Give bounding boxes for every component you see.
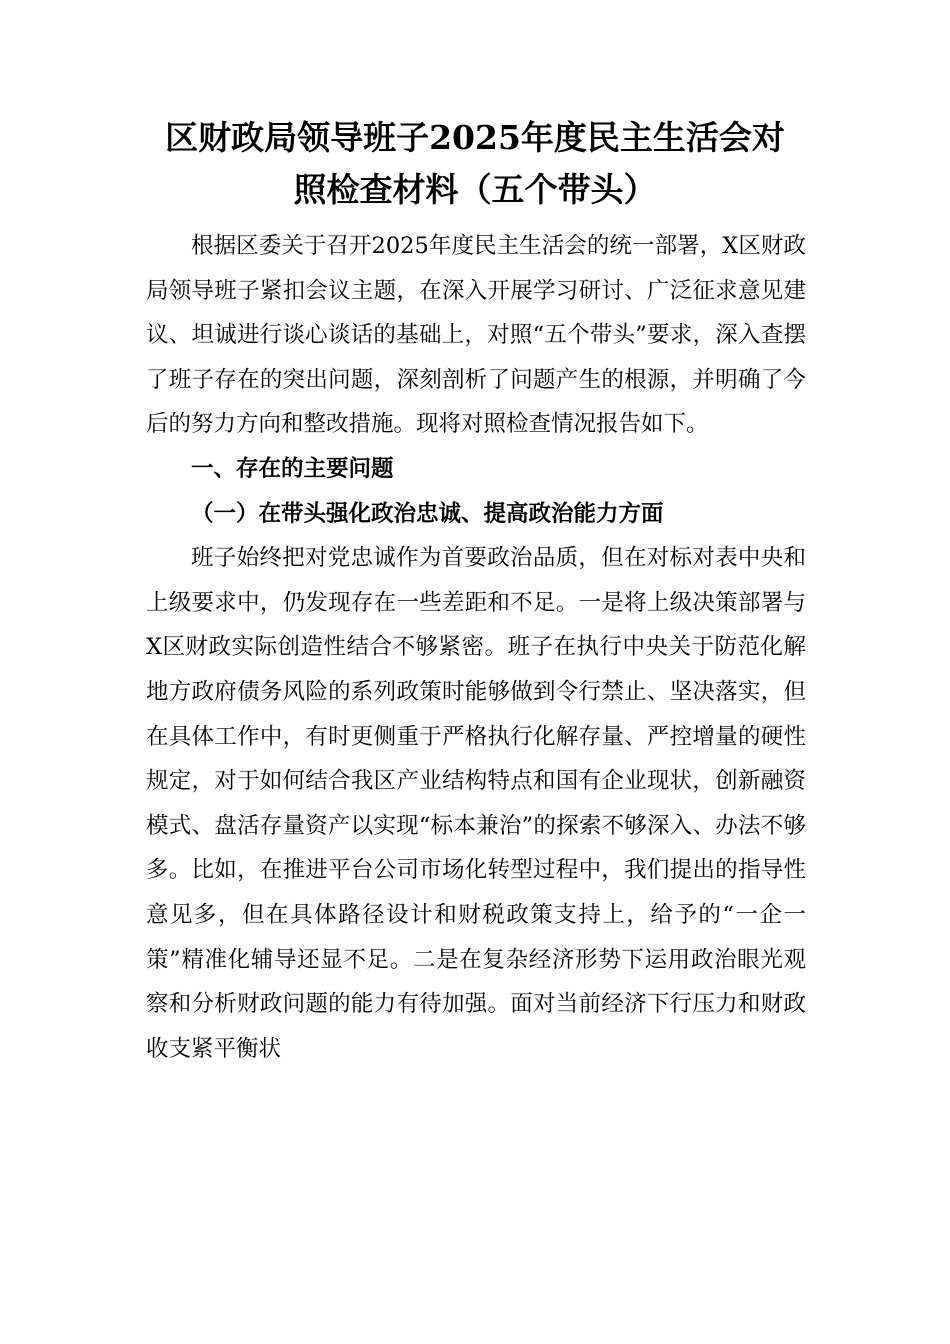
title-line-1: 区财政局领导班子2025年度民主生活会对 [165,118,785,157]
subsection-heading-political-loyalty: （一）在带头强化政治忠诚、提高政治能力方面 [191,500,664,527]
document-title [120,112,830,216]
subsection-paragraph: 班子始终把对党忠诚作为首要政治品质，但在对标对表中央和上级要求中，仍发现存在一些差距和不足。一是将上级决策部署与X区财政实际创造性结合不够紧密。班子在执行中央关于防范化解地方政府债务风险的系列政策时能够做到令行禁止、坚决落实，但在具体工作中，有时更侧重于严格执行化解存量、严控增量的硬性规定，对于如何结合我区产业结构特点和国有企业现状，创新融资模式、盘活存量资产以实现“标本兼治”的探索不够深入、办法不够多。比如，在推进平台公司市场化转型过程中，我们提出的指导性意见多，但在具体路径设计和财税政策支持上，给予的“一企一策”精准化辅导还显不足。二是在复杂经济形势下运用政治眼光观察和分析财政问题的能力有待加强。面对当前经济下行压力和财政收支紧平衡状 [146,545,806,1062]
section-heading-problems: 一、存在的主要问题 [191,455,394,482]
title-line-2: 照检查材料（五个带头） [293,170,657,209]
document-body [146,224,806,1071]
intro-paragraph: 根据区委关于召开2025年度民主生活会的统一部署，X区财政局领导班子紧扣会议主题，在深入开展学习研讨、广泛征求意见建议、坦诚进行谈心谈话的基础上，对照“五个带头”要求，深入查摆了班子存在的突出问题，深刻剖析了问题产生的根源，并明确了今后的努力方向和整改措施。现将对照检查情况报告如下。 [146,233,806,438]
